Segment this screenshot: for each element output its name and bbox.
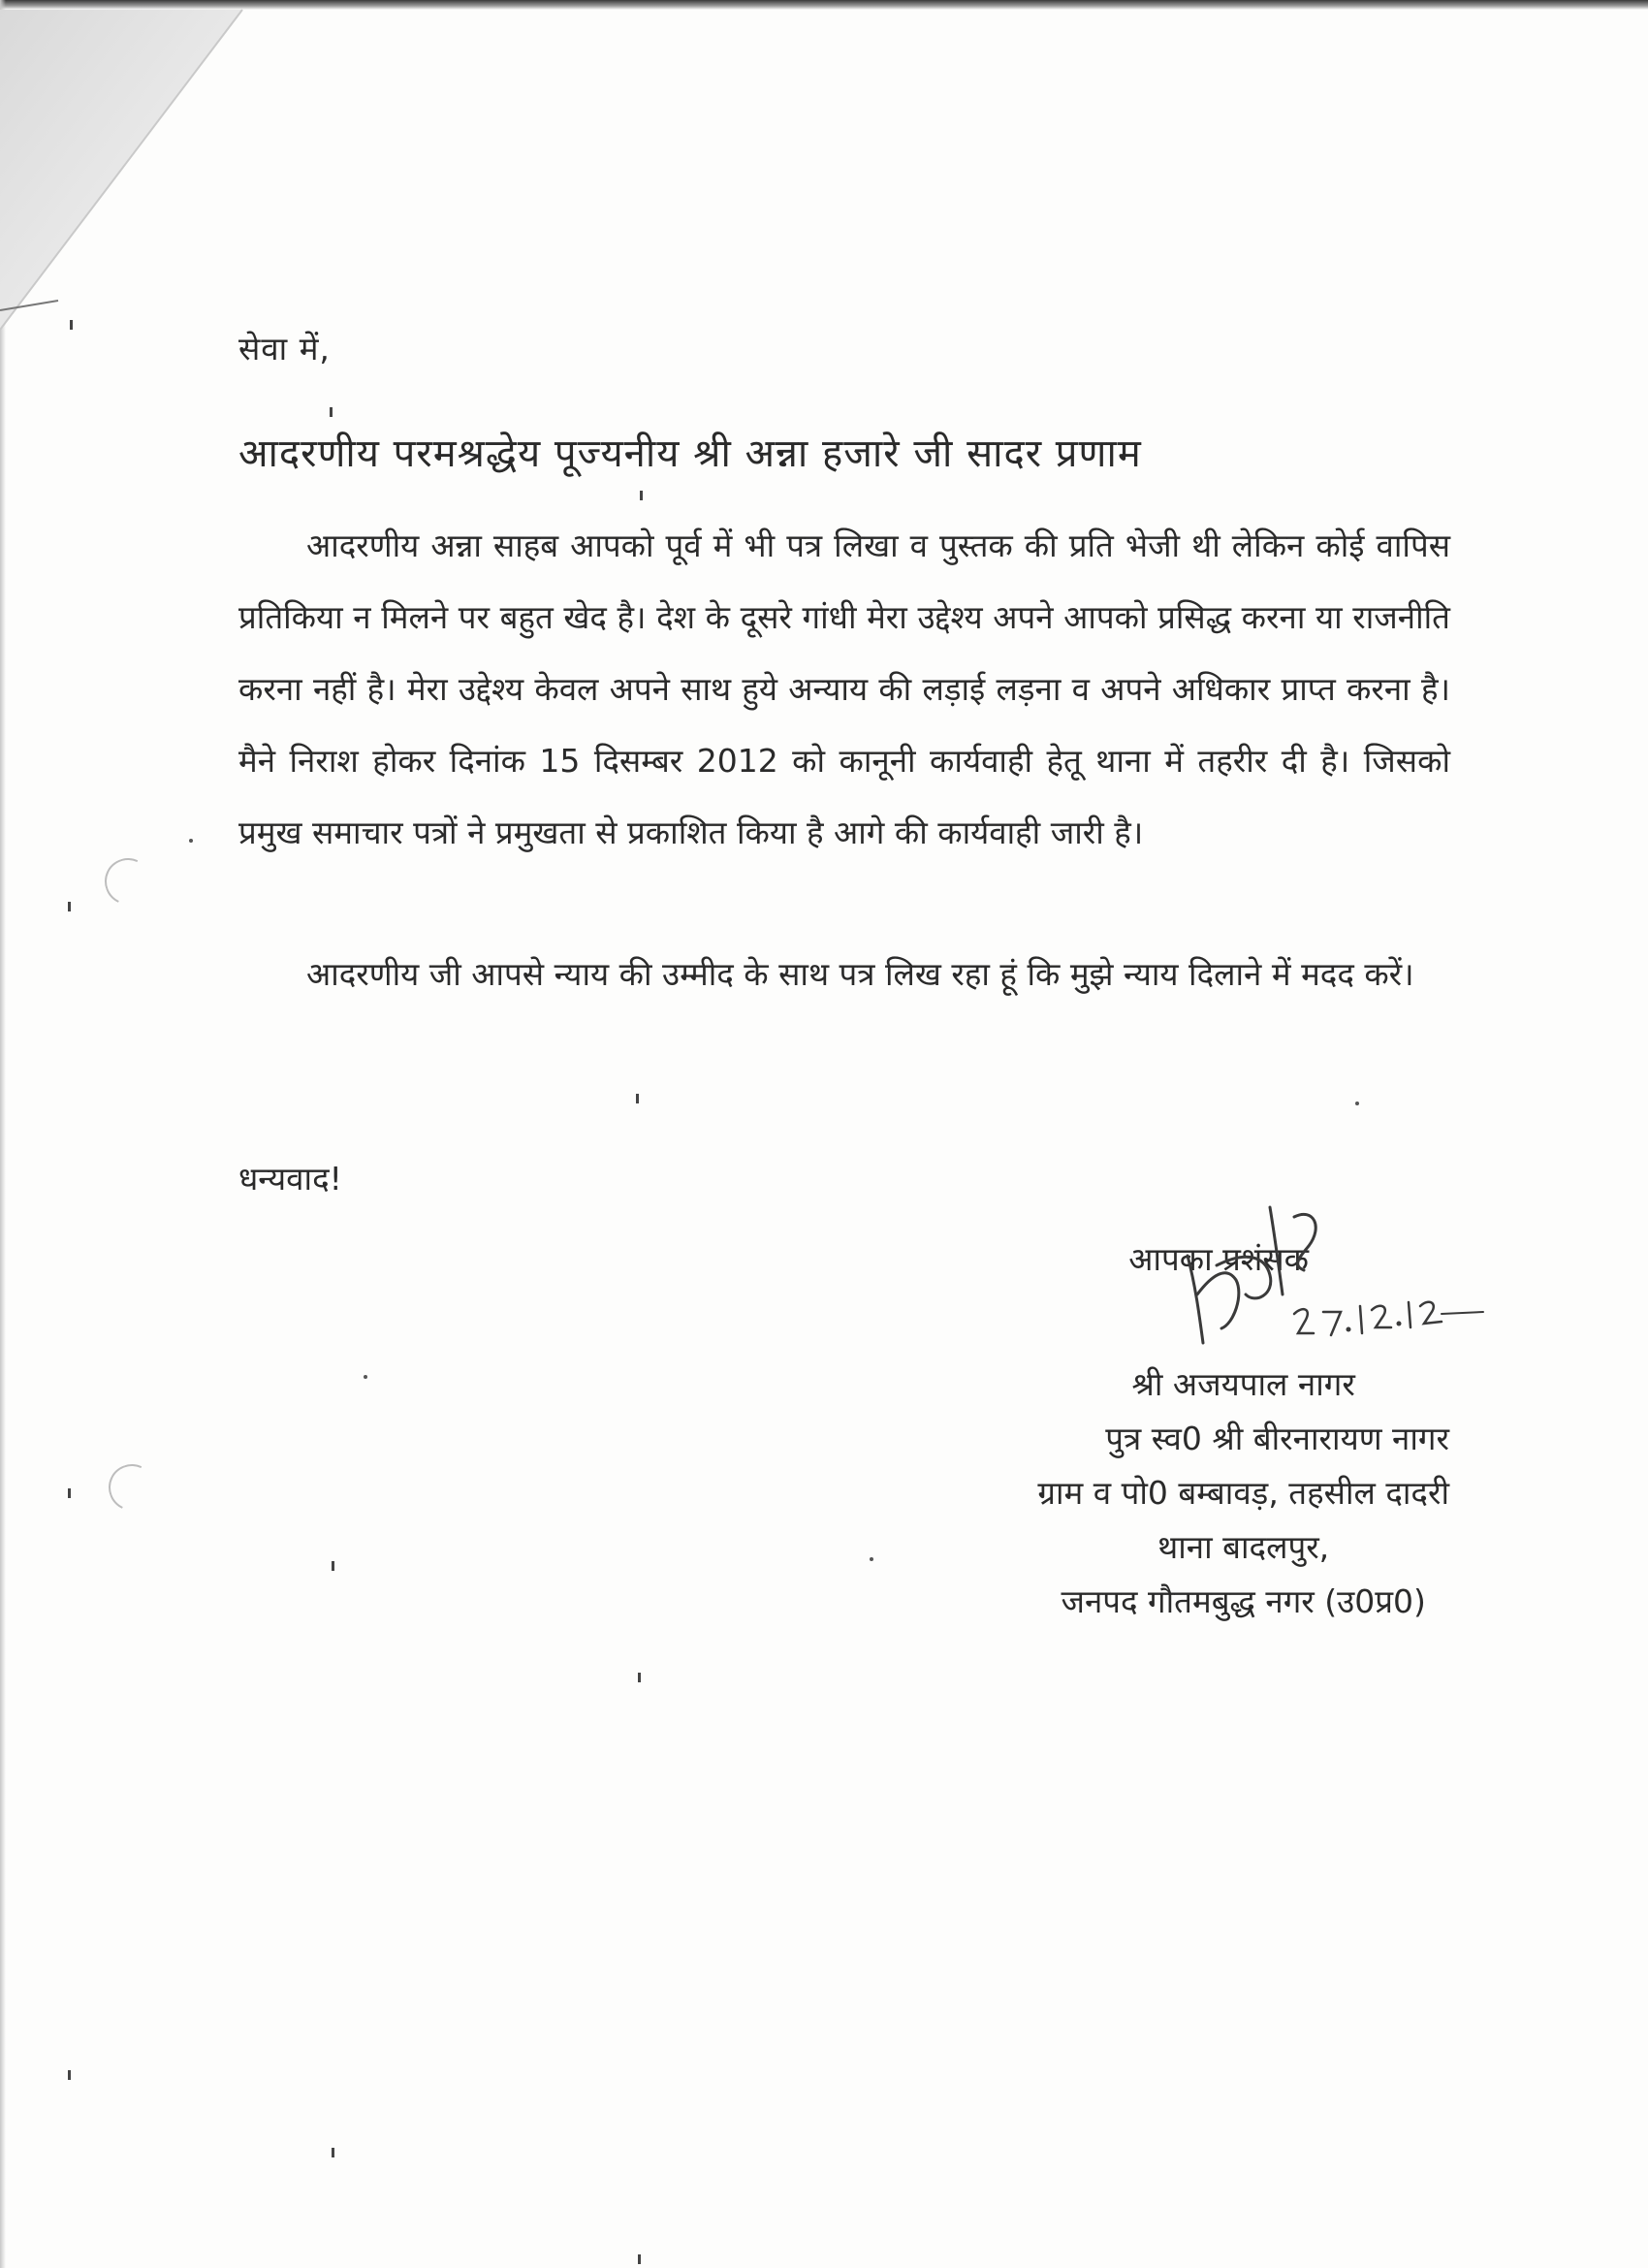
sender-village: ग्राम व पो0 बम्बावड़, तहसील दादरी [1037, 1474, 1449, 1512]
closing-line: आपका प्रशंसक [1128, 1240, 1309, 1278]
scan-dot [870, 1557, 873, 1561]
scan-speck [638, 2254, 641, 2264]
letter-subject: आदरणीय परमश्रद्धेय पूज्यनीय श्री अन्ना हजारे जी सादर प्रणाम [238, 431, 1142, 476]
punch-hole-mark [102, 1457, 162, 1517]
scan-speck [638, 1673, 641, 1682]
scan-speck [68, 2070, 71, 2080]
sender-police-station: थाना बादलपुर, [1157, 1528, 1330, 1566]
scan-dot [364, 1375, 367, 1379]
scan-speck [70, 320, 73, 330]
scan-dot [1355, 1102, 1359, 1105]
scan-speck [330, 407, 333, 417]
salutation: सेवा में, [238, 330, 331, 367]
scan-speck [636, 1094, 639, 1103]
sender-parentage: पुत्र स्व0 श्री बीरनारायण नागर [1105, 1420, 1449, 1457]
scan-speck [332, 1561, 334, 1571]
folded-corner [0, 0, 330, 349]
scan-speck [332, 2148, 334, 2157]
sender-address-block [1037, 1358, 1449, 1629]
scan-dot [189, 839, 193, 843]
scan-speck [68, 902, 71, 911]
body-paragraph-1: आदरणीय अन्ना साहब आपको पूर्व में भी पत्र लिखा व पुस्तक की प्रति भेजी थी लेकिन कोई वापिस प्रतिकिया न मिलने पर बहुत खेद है। देश के दूसरे गांधी मेरा उद्देश्य अपने आपको प्रसिद्ध करना या राजनीति करना नहीं है। मेरा उद्देश्य केवल अपने साथ हुये अन्याय की लड़ाई लड़ना व अपने अधिकार प्राप्त करना है। मैने निराश होकर दिनांक 15 दिसम्बर 2012 को कानूनी कार्यवाही हेतू थाना में तहरीर दी है। जिसको प्रमुख समाचार पत्रों ने प्रमुखता से प्रकाशित किया है आगे की कार्यवाही जारी है। [238, 527, 1450, 851]
thanks-line: धन्यवाद! [238, 1160, 342, 1198]
sender-district: जनपद गौतमबुद्ध नगर (उ0प्र0) [1061, 1582, 1426, 1620]
handwritten-signature [1178, 1198, 1488, 1362]
scan-speck [640, 491, 643, 500]
punch-hole-mark [98, 851, 158, 911]
sender-name: श्री अजयपाल नागर [1131, 1365, 1355, 1403]
scan-speck [68, 1488, 71, 1498]
body-paragraph-2: आदरणीय जी आपसे न्याय की उम्मीद के साथ पत्र लिख रहा हूं कि मुझे न्याय दिलाने में मदद करें। [306, 955, 1414, 993]
